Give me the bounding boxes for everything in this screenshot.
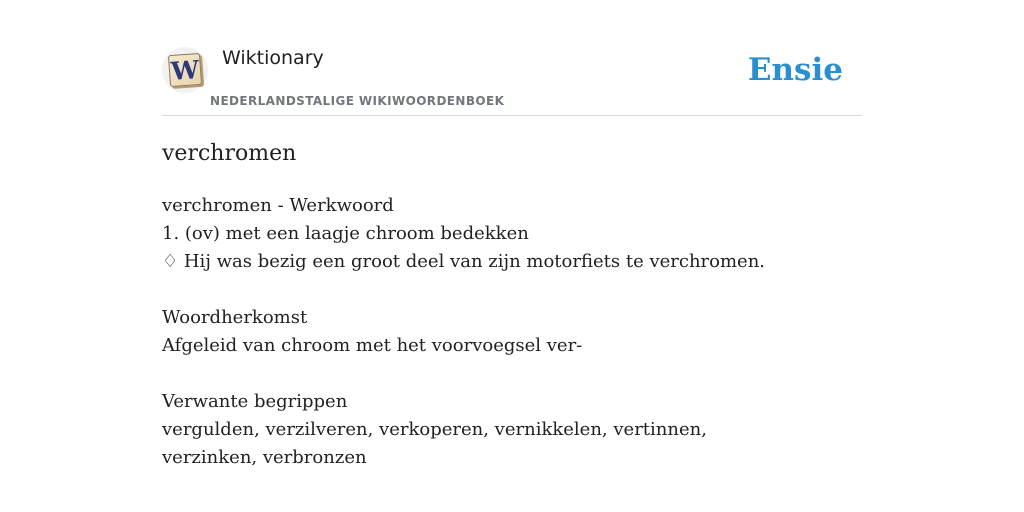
etymology-text: Afgeleid van chroom met het voorvoegsel ver-: [162, 335, 583, 356]
spacer: [162, 276, 862, 304]
ensie-logo[interactable]: Ensie: [747, 52, 843, 88]
related-terms: vergulden, verzilveren, verkoperen, vernikkelen, vertinnen, verzinken, verbronzen: [162, 419, 707, 468]
page-title: verchromen: [162, 141, 297, 166]
etymology-heading: Woordherkomst: [162, 307, 308, 328]
example-sentence: ♢ Hij was bezig een groot deel van zijn motorfiets te verchromen.: [162, 251, 766, 272]
spacer: [162, 360, 862, 388]
definition-heading: verchromen - Werkwoord: [162, 195, 394, 216]
site-name[interactable]: Wiktionary: [222, 47, 324, 69]
entry-content: [162, 192, 862, 472]
page: [162, 0, 862, 512]
header: [162, 0, 862, 116]
site-subtitle: NEDERLANDSTALIGE WIKIWOORDENBOEK: [210, 94, 505, 108]
definition-text: 1. (ov) met een laagje chroom bedekken: [162, 223, 529, 244]
wiktionary-logo-icon[interactable]: [162, 47, 208, 93]
logo-letter: W: [168, 53, 202, 87]
related-heading: Verwante begrippen: [162, 391, 348, 412]
